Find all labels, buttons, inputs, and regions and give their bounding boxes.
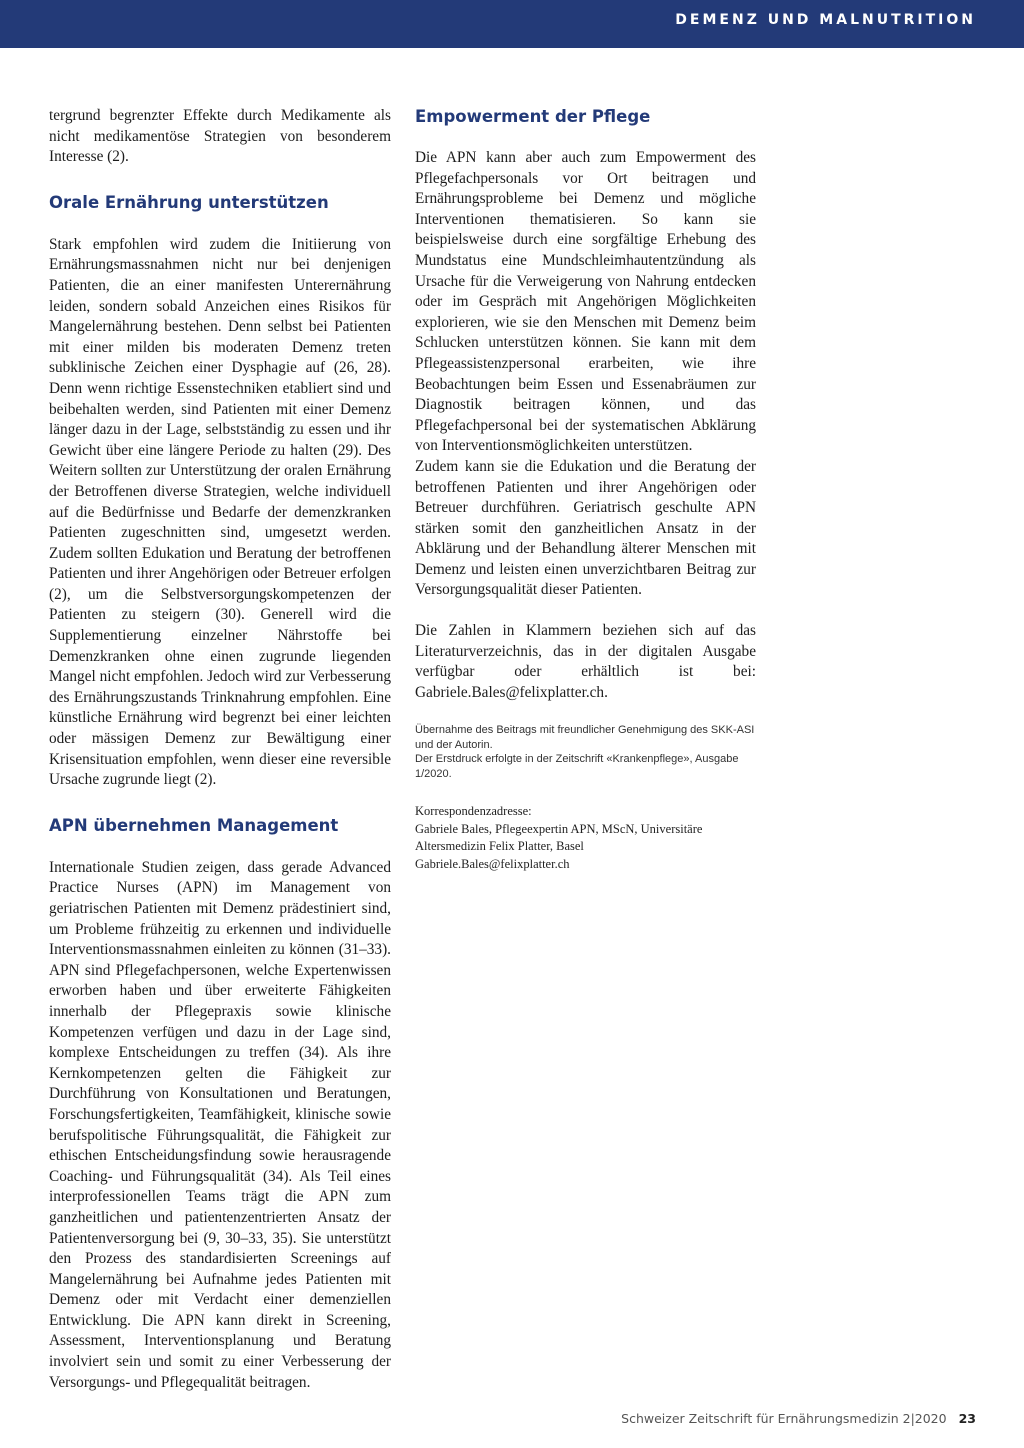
heading-empowerment: Empowerment der Pflege (415, 107, 651, 126)
reprint-note-line-2: Der Erstdruck erfolgte in der Zeitschrift «Krankenpflege», Ausgabe 1/2020. (415, 753, 739, 780)
page-number: 23 (958, 1411, 976, 1426)
paragraph-references: Die Zahlen in Klammern beziehen sich auf das Literaturverzeichnis, das in der digitalen Ausgabe verfügbar oder erhältlich ist bei: Gabriele.Bales@felixplatter.ch. (415, 622, 756, 701)
reprint-note-line-1: Übernahme des Beitrags mit freundlicher Genehmigung des SKK-ASI und der Autorin. (415, 724, 755, 751)
right-column (415, 106, 756, 873)
paragraph-empowerment-1: Die APN kann aber auch zum Empowerment des Pflegefachpersonals vor Ort beitragen und Ernährungsprobleme bei Demenz und mögliche Interventionen thematisieren. So kann sie beispielsweise durch eine sorgfältige Erhebung des Mundstatus eine Mundschleimhautentzündung als Ursache für die Verweigerung von Nahrung entdecken oder im Gespräch mit Angehörigen Möglichkeiten explorieren, wie sie den Menschen mit Demenz beim Schlucken unterstützen können. Sie kann mit dem Pflegeassistenzpersonal erarbeiten, wie ihre Beobachtungen beim Essen und Essenabräumen zur Diagnostik beitragen können, und das Pflegefachpersonal bei der systematischen Abklärung von Interventionsmöglichkeiten unterstützen. (415, 149, 756, 455)
section-title: DEMENZ UND MALNUTRITION (675, 12, 976, 28)
heading-apn-management: APN übernehmen Management (49, 815, 339, 835)
heading-oral-nutrition: Orale Ernährung unterstützen (49, 192, 329, 212)
correspondence-name: Gabriele Bales, Pflegeexpertin APN, MScN, Universitäre Altersmedizin Felix Platter, Basel (415, 821, 703, 854)
header-bar (0, 0, 1024, 48)
correspondence-block (415, 803, 756, 873)
paragraph-apn-management: Internationale Studien zeigen, dass gerade Advanced Practice Nurses (APN) im Management von geriatrischen Patienten mit Demenz prädestiniert sind, um Probleme frühzeitig zu erkennen und individuelle Interventionsmassnahmen einleiten zu können (31–33). APN sind Pflegefachpersonen, welche Expertenwissen erworben haben und über erweiterte Fähigkeiten innerhalb der Pflegepraxis sowie klinische Kompetenzen verfügen und dazu in der Lage sind, komplexe Entscheidungen zu treffen (34). Als ihre Kernkompetenzen gelten die Fähigkeit zur Durchführung von Konsultationen und Beratungen, Forschungsfertigkeiten, Teamfähigkeit, klinische sowie berufspolitische Führungsqualität, die Fähigkeit zur ethischen Entscheidungsfindung sowie herausragende Coaching- und Führungsqualität (34). Als Teil eines interprofessionellen Teams trägt die APN zum ganzheitlichen und patientenzentrierten Ansatz der Patientenversorgung bei (9, 30–33, 35). Sie unterstützt den Prozess des standardisierten Screenings auf Mangelernährung bei Aufnahme jedes Patienten mit Demenz oder mit Verdacht einer demenziellen Entwicklung. Die APN kann direkt in Screening, Assessment, Interventionsplanung und Beratung involviert sein und somit zu einer Verbesserung der Versorgungs- und Pflegequalität beitragen. (49, 858, 391, 1391)
reprint-note (415, 723, 756, 781)
correspondence-email[interactable]: Gabriele.Bales@felixplatter.ch (415, 856, 570, 871)
journal-name: Schweizer Zeitschrift für Ernährungsmedizin 2|2020 (621, 1411, 947, 1426)
correspondence-label: Korrespondenzadresse: (415, 804, 532, 819)
page-footer (621, 1411, 976, 1426)
paragraph-intro: tergrund begrenzter Effekte durch Medikamente als nicht medikamentöse Strategien von besonderem Interesse (2). (49, 107, 391, 166)
paragraph-oral-nutrition: Stark empfohlen wird zudem die Initiierung von Ernährungsmassnahmen nicht nur bei denjenigen Patienten, die an einer manifesten Unterernährung leiden, sondern sobald Anzeichen eines Risikos für Mangelernährung bestehen. Denn selbst bei Patienten mit einer milden bis moderaten Demenz treten subklinische Zeichen einer Dysphagie auf (26, 28). Denn wenn richtige Essenstechniken etabliert sind und beibehalten werden, sind Patienten mit einer Demenz länger dazu in der Lage, selbstständig zu essen und ihr Gewicht über eine längere Periode zu halten (29). Des Weitern sollten zur Unterstützung der oralen Ernährung der Betroffenen diverse Strategien, welche individuell auf die Bedürfnisse und Bedarfe der demenzkranken Patienten zugeschnitten sind, umgesetzt werden. Zudem sollten Edukation und Beratung der betroffenen Patienten und ihrer Angehörigen oder Betreuer erfolgen (2), um die Selbstversorgungskompetenzen der Patienten zu steigern (30). Generell wird die Supplementierung einzelner Nährstoffe bei Demenzkranken ohne einen zugrunde liegenden Mangel nicht empfohlen. Jedoch wird zur Verbesserung des Ernährungszustands Trinknahrung empfohlen. Eine künstliche Ernährung wird begrenzt bei einer leichten oder mässigen Demenz zur Bewältigung einer Krisensituation empfohlen, wenn dieser eine reversible Ursache zugrunde liegt (2). (49, 235, 391, 789)
paragraph-empowerment-2: Zudem kann sie die Edukation und die Beratung der betroffenen Patienten und ihrer Angehörigen oder Betreuer durchführen. Geriatrisch geschulte APN stärken somit den ganzheitlichen Ansatz in der Abklärung und der Behandlung älterer Menschen mit Demenz und leisten einen unverzichtbaren Beitrag zur Versorgungsqualität dieser Patienten. (415, 457, 756, 599)
left-column (49, 106, 391, 1393)
